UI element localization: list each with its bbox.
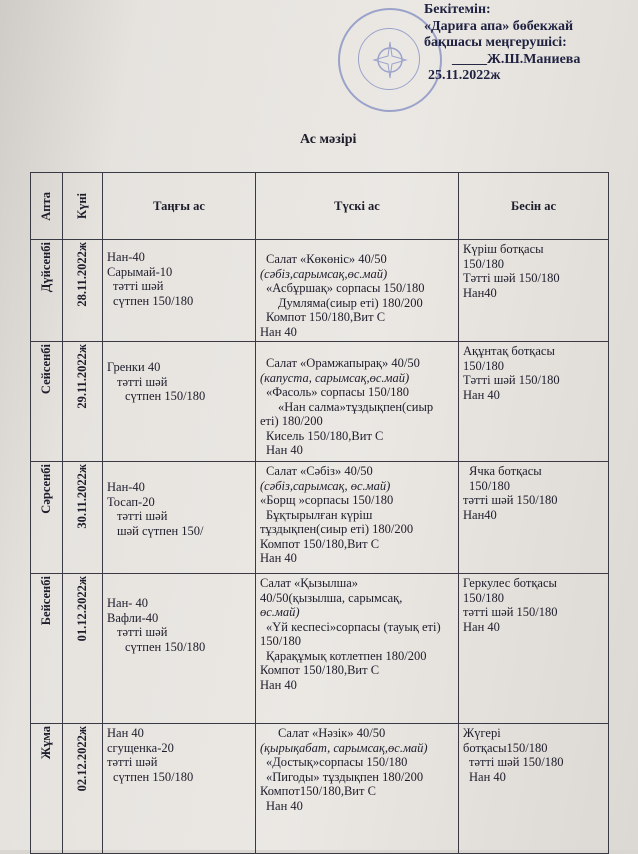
breakfast-cell xyxy=(103,462,256,574)
approval-line: «Дариға апа» бөбекжай xyxy=(424,18,574,34)
menu-line: Салат «Сәбіз» 40/50 xyxy=(266,464,373,478)
menu-line: Нан 40 xyxy=(107,726,144,740)
snack-cell xyxy=(459,462,609,574)
snack-cell xyxy=(459,342,609,462)
menu-line: Нан 40 xyxy=(260,324,297,339)
menu-line: сүтпен 150/180 xyxy=(113,769,194,784)
menu-line: «Пигоды» тұздықпен 180/200 xyxy=(266,769,424,784)
menu-line: «Фасоль» сорпасы 150/180 xyxy=(266,385,409,399)
menu-line: тәтті шәй 150/180 xyxy=(469,755,564,769)
menu-line: Нан40 xyxy=(463,285,497,300)
weekday-cell: Жұма xyxy=(31,724,63,854)
menu-line: Компот 150/180,Вит С xyxy=(260,663,380,677)
table-row xyxy=(31,462,609,574)
approval-line: Бекітемін: xyxy=(424,2,491,17)
lunch-cell xyxy=(256,574,459,724)
menu-line: «Нан салма»тұздықпен(сиыр xyxy=(278,399,434,414)
menu-line: Ячка ботқасы xyxy=(469,464,542,478)
date-cell: 30.11.2022ж xyxy=(63,462,103,574)
snack-cell xyxy=(459,724,609,854)
menu-line: тәтті шәй xyxy=(117,625,168,639)
menu-line: Нан 40 xyxy=(463,619,500,634)
date-cell: 28.11.2022ж xyxy=(63,240,103,342)
menu-line: сүтпен 150/180 xyxy=(113,293,194,308)
menu-line: шәй сүтпен 150/ xyxy=(117,523,204,538)
menu-line: (капуста, сарымсақ,өс.май) xyxy=(260,370,410,385)
menu-line: тұздықпен(сиыр еті) 180/200 xyxy=(260,522,414,536)
snack-cell xyxy=(459,574,609,724)
header-week: Апта xyxy=(31,173,63,240)
menu-line: Компот150/180,Вит С xyxy=(260,784,376,798)
menu-line: тәтті шәй xyxy=(113,279,164,293)
menu-line: Нан 40 xyxy=(463,387,500,402)
menu-line: Күріш ботқасы xyxy=(463,242,544,256)
weekday-cell: Дүйсенбі xyxy=(31,240,63,342)
menu-line: Нан-40 xyxy=(107,250,145,264)
menu-line: Тәтті шәй 150/180 xyxy=(463,271,560,285)
breakfast-cell xyxy=(103,574,256,724)
menu-table xyxy=(30,172,609,854)
menu-line: 150/180 xyxy=(260,634,301,648)
lunch-cell xyxy=(256,240,459,342)
menu-line: өс.май) xyxy=(260,605,300,619)
menu-line: еті) 180/200 xyxy=(260,414,323,428)
lunch-cell xyxy=(256,462,459,574)
menu-line: ботқасы150/180 xyxy=(463,740,548,755)
weekday-cell: Сәрсенбі xyxy=(31,462,63,574)
menu-line: тәтті шәй 150/180 xyxy=(463,605,558,619)
menu-line: тәтті шәй xyxy=(117,374,168,389)
menu-line: тәтті шәй xyxy=(107,755,158,769)
menu-line: (сәбіз,сарымсақ,өс.май) xyxy=(260,266,388,281)
menu-line: Нан 40 xyxy=(266,443,303,457)
menu-line: Сарымай-10 xyxy=(107,264,173,279)
menu-line: 40/50(қызылша, сарымсақ, xyxy=(260,590,403,605)
menu-line: Салат «Орамжапырақ» 40/50 xyxy=(266,356,420,370)
menu-line: 150/180 xyxy=(463,256,504,271)
breakfast-cell xyxy=(103,240,256,342)
header-snack: Бесін ас xyxy=(459,173,609,240)
menu-line: 150/180 xyxy=(463,358,504,373)
menu-line: Кисель 150/180,Вит С xyxy=(266,428,384,443)
header-breakfast: Таңғы ас xyxy=(103,173,256,240)
menu-line: Нан- 40 xyxy=(107,596,149,610)
approval-block xyxy=(424,2,580,85)
menu-line: (сәбіз,сарымсақ, өс.май) xyxy=(260,478,391,493)
menu-line: Геркулес ботқасы xyxy=(463,576,557,590)
menu-line: тәтті шәй 150/180 xyxy=(463,493,558,507)
menu-line: Салат «Көкөніс» 40/50 xyxy=(266,252,387,266)
table-row xyxy=(31,574,609,724)
menu-line: Нан-40 xyxy=(107,480,145,494)
menu-line: Нан 40 xyxy=(260,551,297,565)
page-title: Ас мәзірі xyxy=(300,132,357,147)
menu-line: «Үй кеспесі»сорпасы (тауық еті) xyxy=(266,619,441,634)
menu-line: тәтті шәй xyxy=(117,509,168,523)
menu-line: Гренки 40 xyxy=(107,360,161,374)
date-cell: 02.12.2022ж xyxy=(63,724,103,854)
menu-line: Бұқтырылған күріш xyxy=(266,507,373,522)
approval-line: _____Ж.Ш.Маниева xyxy=(452,51,581,67)
menu-line: Компот 150/180,Вит С xyxy=(260,536,380,551)
menu-line: 150/180 xyxy=(469,478,510,493)
menu-line: Нан 40 xyxy=(469,769,506,784)
menu-line: Нан 40 xyxy=(266,798,303,813)
table-header-row xyxy=(31,173,609,240)
menu-line: Тосап-20 xyxy=(107,494,155,509)
breakfast-cell xyxy=(103,724,256,854)
menu-line: Салат «Қызылша» xyxy=(260,576,359,590)
table-row xyxy=(31,240,609,342)
menu-line: Думляма(сиыр еті) 180/200 xyxy=(278,295,423,310)
approval-line: 25.11.2022ж xyxy=(428,68,501,83)
lunch-cell xyxy=(256,342,459,462)
menu-line: «Достық»сорпасы 150/180 xyxy=(266,755,408,769)
menu-line: сгущенка-20 xyxy=(107,740,174,755)
date-cell: 01.12.2022ж xyxy=(63,574,103,724)
menu-line: Компот 150/180,Вит С xyxy=(266,310,386,324)
menu-line: Нан 40 xyxy=(260,677,297,692)
menu-line: Салат «Нәзік» 40/50 xyxy=(278,726,386,740)
menu-line: Жүгері xyxy=(463,726,501,740)
header-day: Күні xyxy=(63,173,103,240)
weekday-cell: Бейсенбі xyxy=(31,574,63,724)
menu-line: «Борщ »сорпасы 150/180 xyxy=(260,493,394,507)
lunch-cell xyxy=(256,724,459,854)
menu-line: Нан40 xyxy=(463,507,497,522)
menu-line: Вафли-40 xyxy=(107,610,159,625)
table-row xyxy=(31,724,609,854)
header-lunch: Түскі ас xyxy=(256,173,459,240)
menu-line: Ақұнтақ ботқасы xyxy=(463,344,555,358)
menu-line: Тәтті шәй 150/180 xyxy=(463,373,560,387)
menu-line: сүтпен 150/180 xyxy=(125,389,206,403)
weekday-cell: Сейсенбі xyxy=(31,342,63,462)
snack-cell xyxy=(459,240,609,342)
date-cell: 29.11.2022ж xyxy=(63,342,103,462)
menu-line: Қарақұмық котлетпен 180/200 xyxy=(266,648,427,663)
breakfast-cell xyxy=(103,342,256,462)
table-row xyxy=(31,342,609,462)
menu-line: сүтпен 150/180 xyxy=(125,639,206,654)
menu-line: (қырықабат, сарымсақ,өс.май) xyxy=(260,740,428,755)
menu-line: «Асбұршақ» сорпасы 150/180 xyxy=(266,281,425,295)
approval-line: бақшасы меңгерушісі: xyxy=(424,35,567,50)
menu-line: 150/180 xyxy=(463,590,504,605)
